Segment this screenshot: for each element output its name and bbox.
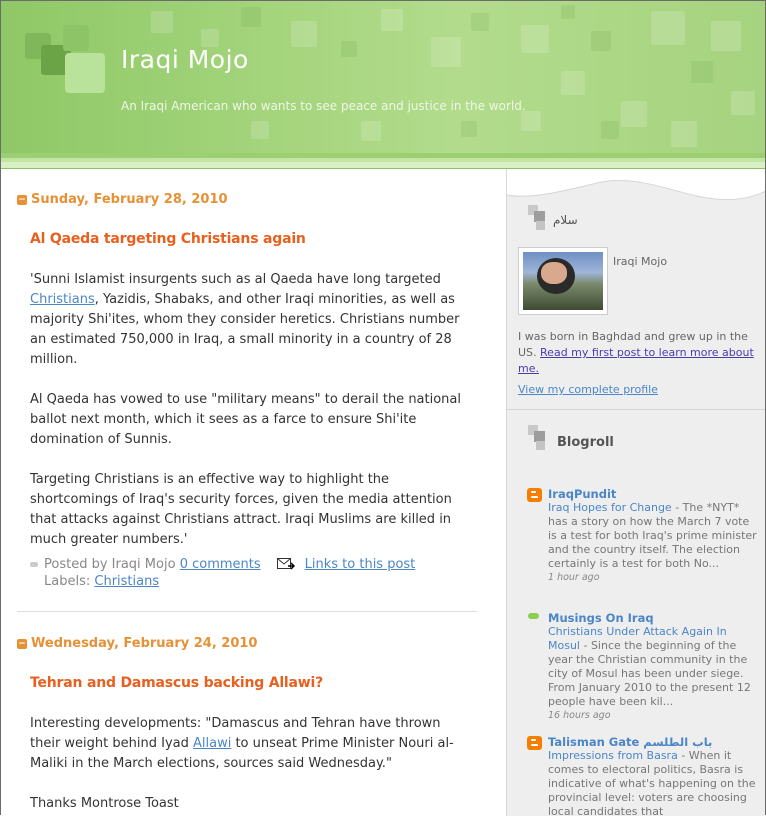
post-text: , Yazidis, Shabaks, and other Iraqi minorities, as well as majority Shi'ites, whom they consider heretics. Christians number an estimated 750,000 in Iraq, a small minority in a country of 28 million. — [30, 292, 460, 367]
blogroll-snippet — [548, 501, 759, 571]
blogroll-post-link[interactable]: Christians Under Attack Again In Mosul — [548, 625, 727, 652]
blog-description: An Iraqi American who wants to see peace and justice in the world. — [121, 99, 526, 113]
blogroll-item — [527, 487, 759, 611]
blogroll-post-link[interactable]: Iraq Hopes for Change — [548, 501, 672, 514]
tag-link-allawi[interactable]: Allawi — [193, 736, 232, 751]
blogroll-name-link[interactable]: Talisman Gate باب الطلسم — [548, 735, 713, 749]
blogger-icon — [527, 735, 542, 748]
date-text: Sunday, February 28, 2010 — [31, 192, 228, 207]
post-paragraph: Thanks Montrose Toast — [30, 796, 179, 811]
blogroll-list — [527, 487, 759, 816]
blogroll-name-link[interactable]: IraqPundit — [548, 487, 617, 501]
feed-icon — [527, 611, 542, 624]
sidebar-divider — [507, 409, 765, 410]
tag-link-christians[interactable]: Christians — [30, 292, 95, 307]
minus-icon: − — [18, 194, 26, 205]
profile-heading: سلام — [553, 213, 578, 227]
comments-link[interactable]: 0 comments — [179, 557, 261, 572]
blogroll-snippet — [548, 749, 759, 816]
blogroll-time: 16 hours ago — [548, 710, 611, 721]
blogroll-snippet — [548, 625, 759, 709]
posted-by: Posted by Iraqi Mojo — [44, 557, 176, 572]
profile-link-wrap — [518, 383, 658, 396]
profile-name[interactable]: Iraqi Mojo — [613, 255, 668, 268]
blogroll-item — [527, 735, 759, 816]
post-body — [30, 714, 470, 814]
post-paragraph: Targeting Christians is an effective way to highlight the shortcomings of Iraq's security forces, given the media attention that attacks against Christians attract. Iraqi Muslims are killed in much greater numbers.' — [30, 472, 452, 547]
view-profile-link[interactable]: View my complete profile — [518, 383, 658, 396]
post-paragraph — [30, 270, 470, 370]
blogroll-time: 1 hour ago — [548, 572, 600, 583]
blog-header — [1, 1, 765, 153]
sidebar-wave — [507, 169, 765, 219]
label-link[interactable]: Christians — [94, 574, 160, 589]
header-stripe — [1, 153, 765, 169]
post-title[interactable]: Al Qaeda targeting Christians again — [30, 231, 306, 247]
blogroll-name-link[interactable]: Musings On Iraq — [548, 611, 654, 625]
blogroll-item — [527, 611, 759, 735]
post-text: 'Sunni Islamist insurgents such as al Qaeda have long targeted — [30, 272, 441, 287]
bio-text: I was born in Baghdad and grew up in the US. — [518, 330, 748, 359]
blog-title[interactable]: Iraqi Mojo — [121, 45, 249, 74]
post-paragraph: Al Qaeda has vowed to use "military means" to derail the national ballot next month, which it sees as a farce to ensure Shi'ite domination of Sunnis. — [30, 392, 461, 447]
sidebar — [506, 169, 765, 816]
date-header — [17, 192, 228, 207]
profile-bio — [518, 329, 763, 377]
post-title[interactable]: Tehran and Damascus backing Allawi? — [30, 675, 324, 691]
date-header — [17, 636, 257, 651]
profile-photo[interactable] — [518, 247, 608, 315]
post-paragraph — [30, 714, 470, 774]
post-body — [30, 270, 470, 550]
snippet-text: - The *NYT* has a story on how the March 7 vote is a test for both Iraq's prime minister and the country itself. The election certainly is a test for both No... — [548, 501, 757, 570]
first-post-link[interactable]: Read my first post to learn more about me. — [518, 346, 754, 375]
email-post-icon[interactable] — [277, 558, 295, 571]
post-text: Interesting developments: "Damascus and Tehran have thrown their weight behind Iyad — [30, 716, 441, 751]
post-footer — [30, 556, 490, 590]
main-column — [1, 169, 506, 816]
blogroll-post-link[interactable]: Impressions from Basra — [548, 749, 678, 762]
blogger-icon — [527, 487, 542, 500]
labels-prefix: Labels: — [44, 574, 91, 589]
minus-icon: − — [18, 638, 26, 649]
links-to-post-link[interactable]: Links to this post — [304, 557, 416, 572]
post-text: to unseat Prime Minister Nouri al-Maliki in the March elections, sources said Wednesday." — [30, 736, 454, 771]
date-text: Wednesday, February 24, 2010 — [31, 636, 258, 651]
bullet-icon — [30, 562, 38, 567]
post-divider — [17, 611, 477, 612]
snippet-text: - When it comes to electoral politics, Basra is indicative of what's happening on the provincial level: voters are choosing local candidates that — [548, 749, 756, 816]
blogroll-heading: Blogroll — [557, 435, 614, 450]
snippet-text: - Since the beginning of the year the Christian community in the city of Mosul has been under siege. From January 2010 to the present 12 people have been kil... — [548, 639, 751, 708]
